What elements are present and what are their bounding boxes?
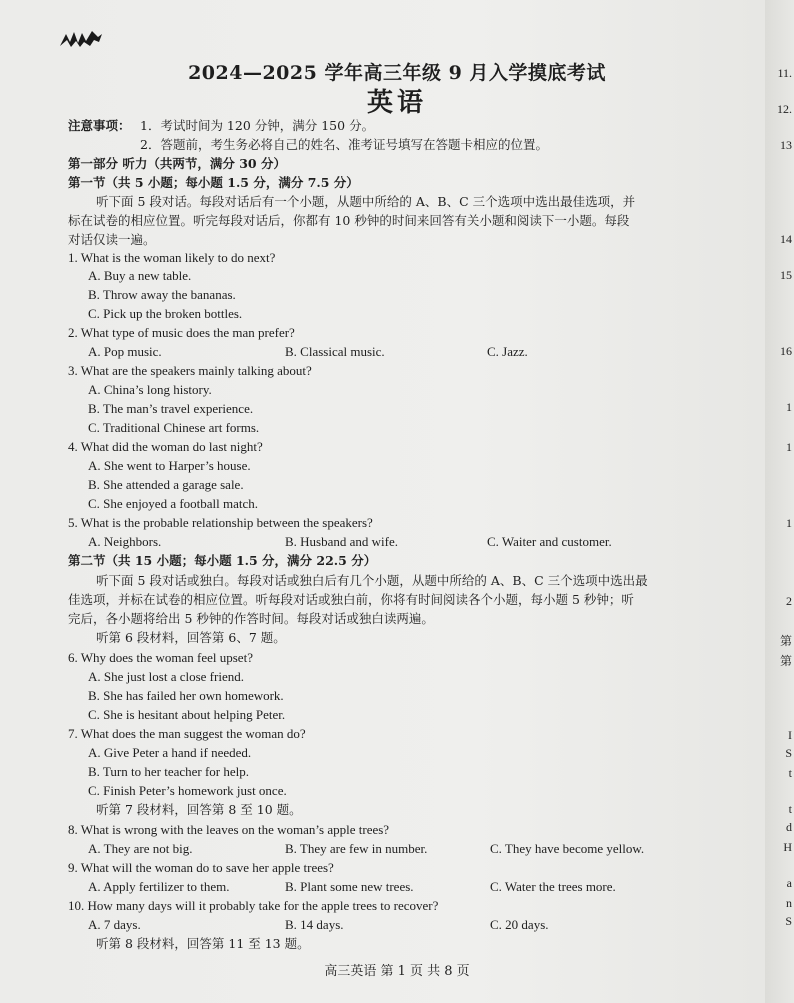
note-1: 1．考试时间为 120 分钟，满分 150 分。 [140, 118, 375, 133]
margin-number: 16 [780, 344, 792, 358]
exam-subject: 英语 [366, 88, 427, 118]
option-9b: B. Plant some new trees. [285, 879, 414, 894]
option-8b: B. They are few in number. [285, 841, 428, 856]
question-3: 3. What are the speakers mainly talking about? [68, 363, 312, 378]
option-10c: C. 20 days. [490, 917, 549, 932]
section1-instruction: 标在试卷的相应位置。听完每段对话后，你都有 10 秒钟的时间来回答有关小题和阅读下一小题。每段 [68, 213, 630, 228]
margin-number: S [785, 914, 792, 928]
option-10a: A. 7 days. [88, 917, 141, 932]
option-4a: A. She went to Harper’s house. [88, 458, 251, 473]
margin-number: t [788, 802, 792, 816]
publisher-logo-icon [58, 28, 104, 50]
margin-number: d [786, 820, 792, 834]
option-8c: C. They have become yellow. [490, 841, 645, 856]
section1-title: 第一节（共 5 小题；每小题 1.5 分，满分 7.5 分） [68, 175, 359, 190]
part1-title: 第一部分 听力（共两节，满分 30 分） [68, 156, 286, 171]
margin-number: I [788, 728, 792, 742]
option-1c: C. Pick up the broken bottles. [88, 306, 243, 321]
question-2: 2. What type of music does the man prefer? [68, 325, 295, 340]
option-2a: A. Pop music. [88, 344, 162, 359]
option-8a: A. They are not big. [88, 841, 193, 856]
option-5a: A. Neighbors. [88, 534, 162, 549]
section2-instruction: 完后，各小题将给出 5 秒钟的作答时间。每段对话或独白读两遍。 [68, 611, 434, 626]
question-6: 6. Why does the woman feel upset? [68, 650, 253, 665]
notes-label: 注意事项： [68, 118, 131, 133]
option-1a: A. Buy a new table. [88, 268, 192, 283]
margin-number: 14 [780, 232, 792, 246]
option-7b: B. Turn to her teacher for help. [88, 764, 250, 779]
margin-number: H [783, 840, 792, 854]
margin-number: 1 [786, 516, 792, 530]
margin-number: a [786, 876, 792, 890]
section2-instruction: 听下面 5 段对话或独白。每段对话或独白后有几个小题，从题中所给的 A、B、C 三个选项中选出最 [96, 573, 648, 588]
option-3c: C. Traditional Chinese art forms. [88, 420, 260, 435]
option-6c: C. She is hesitant about helping Peter. [88, 707, 286, 722]
option-4c: C. She enjoyed a football match. [88, 496, 259, 511]
material-8-note: 听第 8 段材料，回答第 11 至 13 题。 [96, 936, 310, 951]
margin-number: 1 [786, 440, 792, 454]
question-8: 8. What is wrong with the leaves on the woman’s apple trees? [68, 822, 390, 837]
question-1: 1. What is the woman likely to do next? [68, 250, 276, 265]
section2-title: 第二节（共 15 小题；每小题 1.5 分，满分 22.5 分） [68, 553, 377, 568]
page-footer: 高三英语 第 1 页 共 8 页 [324, 964, 470, 979]
option-10b: B. 14 days. [285, 917, 344, 932]
margin-number: n [786, 896, 792, 910]
option-6a: A. She just lost a close friend. [88, 669, 244, 684]
question-10: 10. How many days will it probably take for the apple trees to recover? [68, 898, 439, 913]
margin-number: S [785, 746, 792, 760]
option-9c: C. Water the trees more. [490, 879, 616, 894]
margin-number: 12. [777, 102, 792, 116]
adjacent-page-margin [765, 0, 794, 1003]
section1-instruction: 对话仅读一遍。 [68, 232, 156, 247]
margin-number: 15 [780, 268, 792, 282]
material-6-note: 听第 6 段材料，回答第 6、7 题。 [96, 630, 286, 645]
exam-title: 2024—2025 学年高三年级 9 月入学摸底考试 [188, 62, 606, 84]
question-4: 4. What did the woman do last night? [68, 439, 263, 454]
question-9: 9. What will the woman do to save her apple trees? [68, 860, 334, 875]
option-7a: A. Give Peter a hand if needed. [88, 745, 252, 760]
margin-number: 2 [786, 594, 792, 608]
note-2: 2．答题前，考生务必将自己的姓名、准考证号填写在答题卡相应的位置。 [140, 137, 548, 152]
question-5: 5. What is the probable relationship between the speakers? [68, 515, 373, 530]
option-7c: C. Finish Peter’s homework just once. [88, 783, 287, 798]
option-1b: B. Throw away the bananas. [88, 287, 236, 302]
option-5c: C. Waiter and customer. [487, 534, 612, 549]
option-4b: B. She attended a garage sale. [88, 477, 244, 492]
section2-instruction: 佳选项，并标在试卷的相应位置。听每段对话或独白前，你将有时间阅读各个小题，每小题 5 秒钟；听 [68, 592, 634, 607]
margin-number: 11. [777, 66, 792, 80]
question-7: 7. What does the man suggest the woman do? [68, 726, 306, 741]
option-5b: B. Husband and wife. [285, 534, 399, 549]
margin-number: 1 [786, 400, 792, 414]
material-7-note: 听第 7 段材料，回答第 8 至 10 题。 [96, 802, 302, 817]
option-6b: B. She has failed her own homework. [88, 688, 284, 703]
margin-number: 13 [780, 138, 792, 152]
option-2b: B. Classical music. [285, 344, 385, 359]
margin-number: t [788, 766, 792, 780]
section1-instruction: 听下面 5 段对话。每段对话后有一个小题，从题中所给的 A、B、C 三个选项中选出最佳选项，并 [96, 194, 636, 209]
option-3a: A. China’s long history. [88, 382, 212, 397]
option-2c: C. Jazz. [487, 344, 528, 359]
option-9a: A. Apply fertilizer to them. [88, 879, 230, 894]
option-3b: B. The man’s travel experience. [88, 401, 254, 416]
margin-number: 第 [779, 634, 792, 648]
margin-number: 第 [779, 654, 792, 668]
